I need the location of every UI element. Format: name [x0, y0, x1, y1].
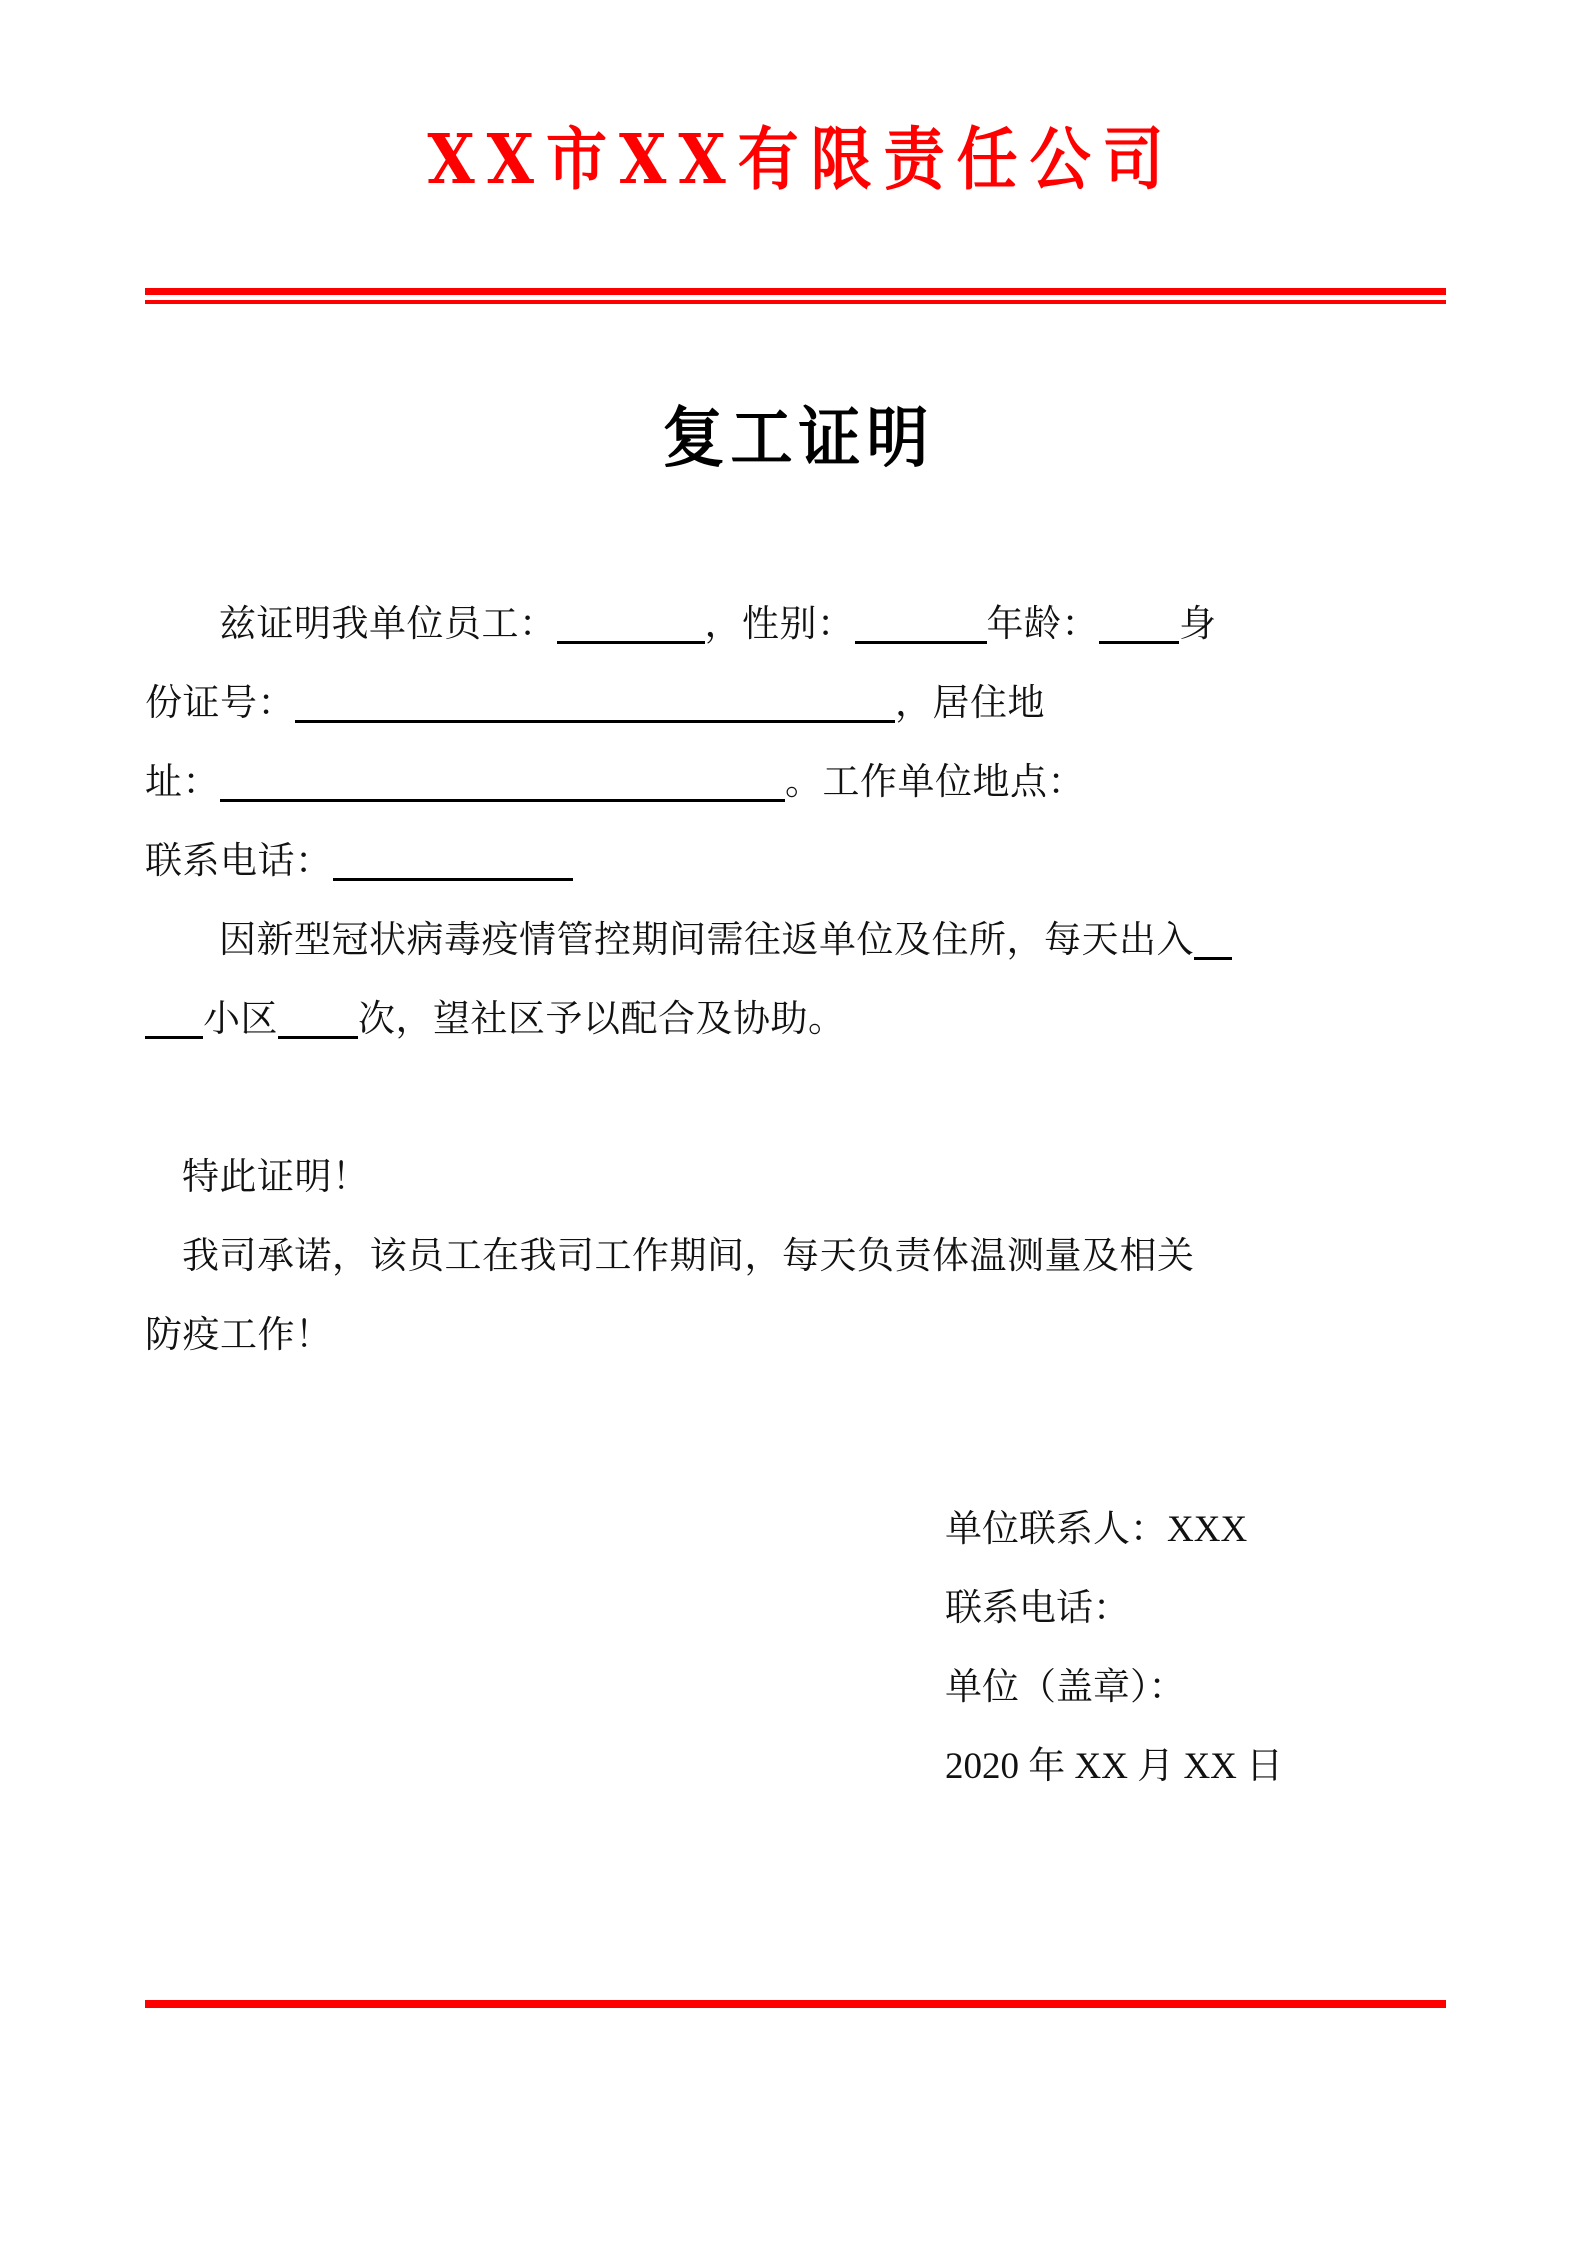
community-blank-part2[interactable] — [145, 996, 203, 1039]
address-label-part1: ，居住地 — [895, 683, 1045, 724]
footer-divider — [145, 2000, 1446, 2008]
id-number-blank[interactable] — [295, 680, 895, 723]
body-line-1 — [145, 585, 1455, 664]
body-line-2 — [145, 664, 1455, 743]
id-label-part1: 身 — [1179, 604, 1217, 645]
body-line-6 — [145, 980, 1455, 1059]
letterhead-divider — [145, 288, 1446, 304]
body-line-7 — [145, 1138, 1455, 1217]
contact-person: 单位联系人：XXX — [945, 1509, 1248, 1550]
body-blank-line — [145, 1059, 1455, 1138]
page-title: 复工证明 — [662, 398, 935, 477]
body-line-9 — [145, 1296, 1455, 1375]
divider-thick-line — [145, 288, 1446, 295]
gender-blank[interactable] — [855, 601, 987, 644]
epidemic-statement-part1: 因新型冠状病毒疫情管控期间需往返单位及住所，每天出入 — [219, 920, 1194, 961]
entry-times-blank[interactable] — [278, 996, 358, 1039]
employee-label: 兹证明我单位员工： — [219, 604, 557, 645]
commitment-statement-line2: 防疫工作！ — [145, 1315, 333, 1356]
signature-block — [945, 1490, 1283, 1806]
epidemic-statement-part2: 次，望社区予以配合及协助。 — [358, 999, 846, 1040]
community-blank-part1[interactable] — [1194, 917, 1232, 960]
employee-name-blank[interactable] — [557, 601, 705, 644]
age-label: 年龄： — [986, 604, 1099, 645]
company-name: XX市XX有限责任公司 — [427, 120, 1176, 200]
commitment-statement-line1: 我司承诺，该员工在我司工作期间，每天负责体温测量及相关 — [182, 1236, 1195, 1277]
contact-phone: 联系电话： — [945, 1588, 1130, 1629]
body-line-4 — [145, 822, 1455, 901]
address-blank[interactable] — [220, 759, 785, 802]
letterhead — [145, 118, 1446, 200]
body-line-8 — [145, 1217, 1455, 1296]
age-blank[interactable] — [1099, 601, 1179, 644]
id-label-part2: 份证号： — [145, 683, 295, 724]
document-body — [145, 585, 1455, 1375]
body-line-3 — [145, 743, 1455, 822]
body-line-5 — [145, 901, 1455, 980]
phone-label: 联系电话： — [145, 841, 333, 882]
community-label: 小区 — [203, 999, 278, 1040]
workplace-label: 。工作单位地点： — [785, 762, 1085, 803]
certification-statement: 特此证明！ — [182, 1157, 370, 1198]
gender-label: ，性别： — [704, 604, 855, 645]
company-seal-label: 单位（盖章）： — [945, 1667, 1186, 1708]
phone-blank[interactable] — [333, 838, 573, 881]
divider-thin-line — [145, 300, 1446, 304]
address-label-part2: 址： — [145, 762, 220, 803]
issue-date: 2020 年 XX 月 XX 日 — [945, 1746, 1284, 1787]
